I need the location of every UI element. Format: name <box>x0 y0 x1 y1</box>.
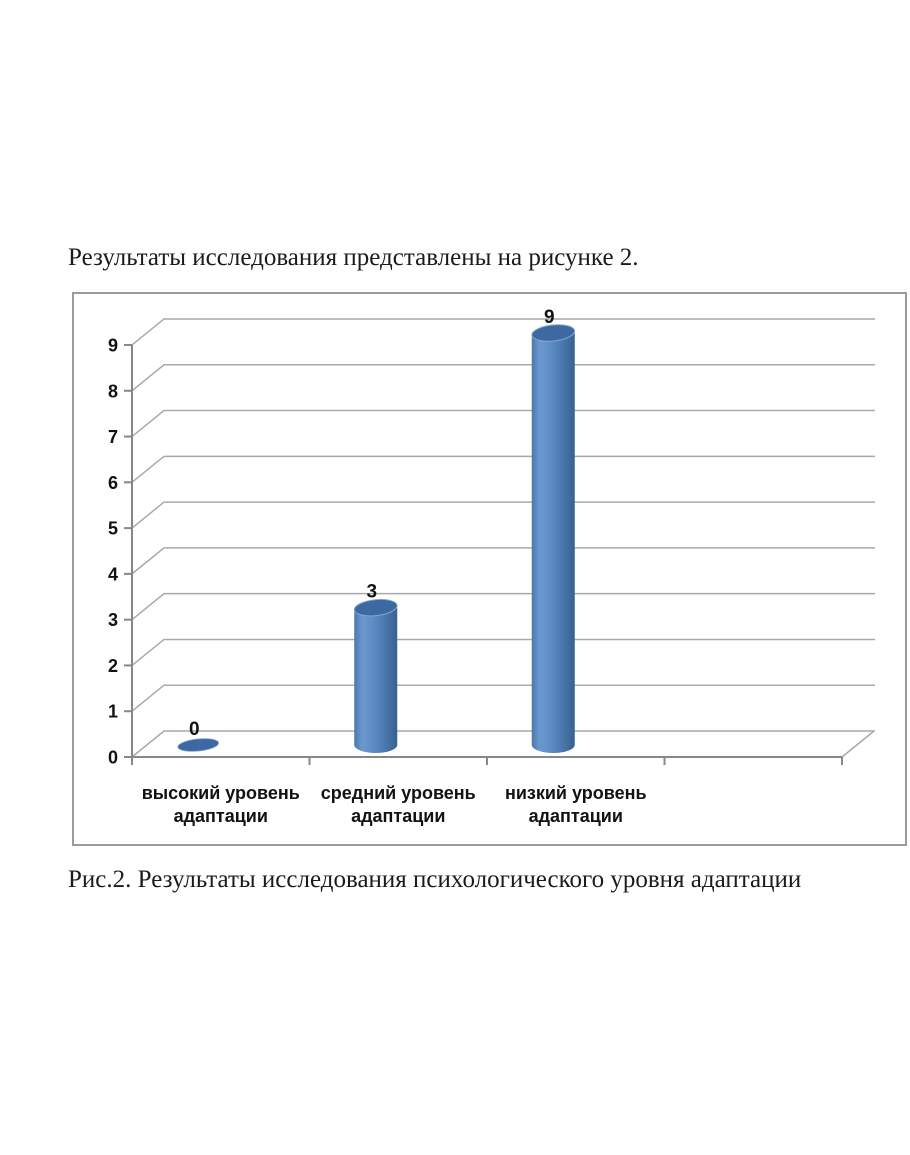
y-tick-label: 0 <box>107 747 118 768</box>
category-label-line2: адаптации <box>173 806 268 826</box>
adaptation-bar-chart <box>72 292 907 846</box>
y-tick-label: 4 <box>107 564 118 585</box>
data-label: 3 <box>366 581 378 603</box>
y-tick-label: 2 <box>107 655 118 676</box>
data-label: 9 <box>543 306 555 328</box>
chart-frame <box>73 293 906 845</box>
cylinder-body <box>532 333 575 745</box>
data-label: 0 <box>188 719 200 740</box>
category-label-line2: адаптации <box>528 806 623 826</box>
y-tick-label: 7 <box>107 427 118 448</box>
y-tick-label: 9 <box>107 335 118 356</box>
category-label-line1: средний уровень <box>320 783 476 803</box>
y-tick-label: 5 <box>107 518 118 539</box>
y-tick-label: 6 <box>107 472 118 493</box>
intro-paragraph: Результаты исследования представлены на рисунке 2. <box>68 244 639 271</box>
y-tick-label: 8 <box>107 381 118 402</box>
category-label-line2: адаптации <box>351 806 446 826</box>
chart-canvas <box>72 292 907 846</box>
category-label-line1: низкий уровень <box>504 783 647 803</box>
cylinder-bottom <box>354 737 397 753</box>
figure-caption: Рис.2. Результаты исследования психологического уровня адаптации <box>68 866 802 893</box>
category-label-line1: высокий уровень <box>141 783 300 803</box>
y-tick-label: 1 <box>107 701 118 722</box>
cylinder-body <box>354 608 397 745</box>
cylinder-bottom <box>532 737 575 753</box>
y-tick-label: 3 <box>107 610 118 631</box>
